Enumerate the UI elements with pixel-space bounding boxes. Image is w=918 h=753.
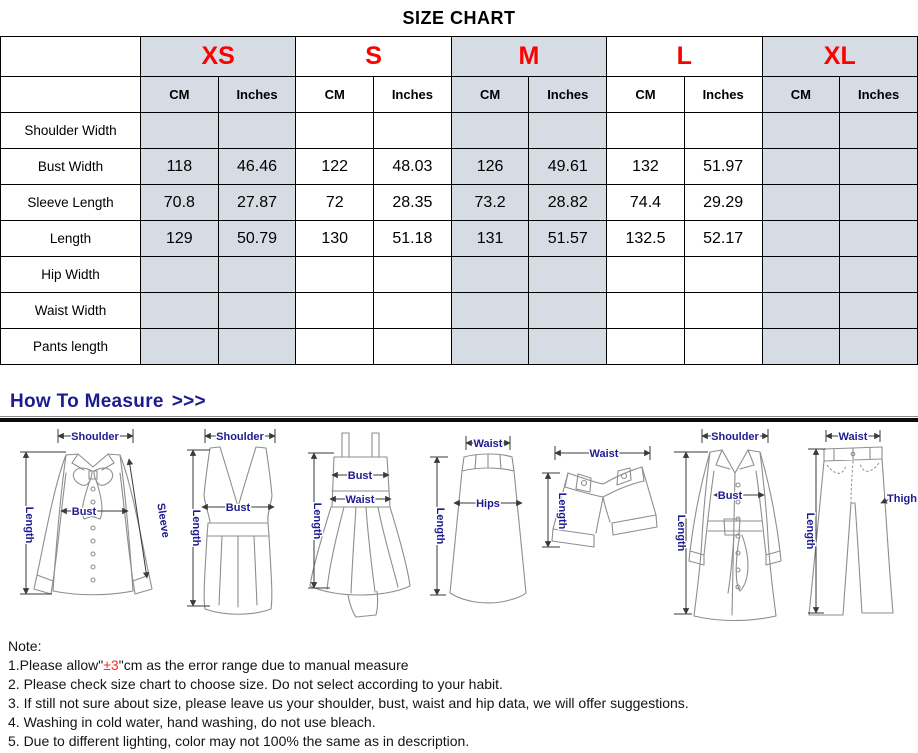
table-cell: 129: [141, 221, 219, 257]
table-row-bust-width: [1, 149, 918, 185]
table-cell: 51.57: [529, 221, 607, 257]
table-cell: [296, 293, 374, 329]
table-cell: [762, 113, 840, 149]
corner-cell: [1, 77, 141, 113]
table-cell: 74.4: [607, 185, 685, 221]
table-cell: [374, 113, 452, 149]
measure-label-length: Length: [434, 507, 446, 545]
measure-label-length: Length: [556, 492, 568, 530]
table-cell: [840, 293, 918, 329]
note-1-tolerance: ±3: [103, 657, 119, 673]
table-cell: [374, 329, 452, 365]
table-cell: [762, 257, 840, 293]
table-cell: [529, 113, 607, 149]
table-cell: 29.29: [684, 185, 762, 221]
measure-label-length: Length: [675, 514, 687, 552]
unit-header: Inches: [840, 77, 918, 113]
note-1-suffix: "cm as the error range due to manual measure: [118, 657, 409, 673]
table-cell: [141, 113, 219, 149]
table-cell: [218, 113, 296, 149]
table-cell: 28.35: [374, 185, 452, 221]
size-header-xl: XL: [762, 37, 918, 77]
measure-label-shoulder: Shoulder: [216, 431, 264, 443]
measure-label-waist: Waist: [838, 431, 868, 443]
table-cell: [840, 329, 918, 365]
measure-label-length: Length: [190, 509, 202, 547]
table-cell: 51.18: [374, 221, 452, 257]
divider-thick: [0, 418, 918, 422]
measure-label-shoulder: Shoulder: [71, 431, 119, 443]
table-cell: [529, 293, 607, 329]
how-to-measure-heading: [10, 391, 918, 413]
table-cell: [762, 185, 840, 221]
size-header-row: [1, 37, 918, 77]
note-line-2: 2. Please check size chart to choose size. Do not select according to your habit.: [8, 676, 503, 692]
table-cell: 132: [607, 149, 685, 185]
table-cell: [607, 329, 685, 365]
how-to-measure-figures: [0, 423, 918, 629]
measure-label-length: Length: [804, 512, 816, 550]
table-row-waist-width: [1, 293, 918, 329]
size-header-m: M: [451, 37, 606, 77]
measure-label-shoulder: Shoulder: [711, 431, 759, 443]
tank-top-illustration: [180, 423, 298, 628]
table-cell: [762, 221, 840, 257]
skirt-illustration: [426, 423, 536, 628]
size-header-l: L: [607, 37, 762, 77]
table-cell: [296, 113, 374, 149]
table-cell: [141, 329, 219, 365]
pants-illustration: [794, 423, 918, 628]
table-cell: 27.87: [218, 185, 296, 221]
measure-label-thigh: Thigh: [887, 493, 917, 505]
table-cell: 49.61: [529, 149, 607, 185]
size-chart-table: [0, 36, 918, 365]
table-cell: [684, 329, 762, 365]
table-cell: [296, 329, 374, 365]
table-cell: [296, 257, 374, 293]
measure-label-length: Length: [311, 502, 323, 540]
unit-header: CM: [296, 77, 374, 113]
page-title: SIZE CHART: [402, 8, 516, 28]
shorts-illustration: [540, 423, 665, 628]
unit-header-row: [1, 77, 918, 113]
measure-label-bust: Bust: [717, 490, 743, 502]
row-label: Shoulder Width: [1, 113, 141, 149]
note-line-1: [8, 656, 918, 675]
table-cell: [451, 257, 529, 293]
table-cell: 48.03: [374, 149, 452, 185]
table-cell: [684, 257, 762, 293]
size-header-s: S: [296, 37, 451, 77]
unit-header: CM: [451, 77, 529, 113]
table-cell: 126: [451, 149, 529, 185]
table-cell: 72: [296, 185, 374, 221]
how-to-measure-label: How To Measure: [10, 391, 164, 412]
table-cell: [374, 257, 452, 293]
table-cell: [840, 185, 918, 221]
table-cell: [607, 293, 685, 329]
table-cell: [840, 113, 918, 149]
table-cell: [141, 257, 219, 293]
table-cell: [218, 257, 296, 293]
table-cell: 118: [141, 149, 219, 185]
row-label: Hip Width: [1, 257, 141, 293]
table-cell: [762, 329, 840, 365]
measure-label-bust: Bust: [71, 506, 97, 518]
table-cell: [451, 293, 529, 329]
table-cell: 130: [296, 221, 374, 257]
table-cell: [218, 329, 296, 365]
table-cell: 52.17: [684, 221, 762, 257]
table-row-shoulder-width: [1, 113, 918, 149]
table-row-hip-width: [1, 257, 918, 293]
notes-section: [8, 637, 918, 751]
coat-illustration: [664, 423, 794, 628]
row-label: Bust Width: [1, 149, 141, 185]
table-cell: [762, 149, 840, 185]
table-cell: [684, 113, 762, 149]
unit-header: Inches: [529, 77, 607, 113]
table-cell: 131: [451, 221, 529, 257]
size-header-xs: XS: [141, 37, 296, 77]
measure-label-waist: Waist: [473, 438, 503, 450]
measure-label-bust: Bust: [347, 470, 373, 482]
table-cell: [141, 293, 219, 329]
table-cell: [840, 149, 918, 185]
table-cell: [529, 257, 607, 293]
table-cell: [840, 221, 918, 257]
table-cell: [684, 293, 762, 329]
table-cell: [451, 113, 529, 149]
measure-label-waist: Waist: [345, 494, 375, 506]
unit-header: CM: [762, 77, 840, 113]
note-line-5: 5. Due to different lighting, color may not 100% the same as in description.: [8, 733, 470, 749]
table-row-length: [1, 221, 918, 257]
row-label: Sleeve Length: [1, 185, 141, 221]
corner-cell: [1, 37, 141, 77]
table-cell: [607, 257, 685, 293]
dress-illustration: [300, 423, 420, 628]
table-cell: [218, 293, 296, 329]
unit-header: CM: [141, 77, 219, 113]
table-cell: 28.82: [529, 185, 607, 221]
table-row-pants-length: [1, 329, 918, 365]
measure-label-length: Length: [23, 506, 35, 544]
table-cell: [374, 293, 452, 329]
chevrons-icon: >>>: [171, 391, 206, 412]
measure-label-bust: Bust: [225, 502, 251, 514]
table-cell: [840, 257, 918, 293]
table-cell: 132.5: [607, 221, 685, 257]
table-cell: [451, 329, 529, 365]
notes-heading: Note:: [8, 638, 42, 654]
unit-header: Inches: [374, 77, 452, 113]
table-cell: 46.46: [218, 149, 296, 185]
row-label: Waist Width: [1, 293, 141, 329]
unit-header: Inches: [218, 77, 296, 113]
row-label: Pants length: [1, 329, 141, 365]
note-line-4: 4. Washing in cold water, hand washing, do not use bleach.: [8, 714, 376, 730]
table-cell: [607, 113, 685, 149]
table-cell: 73.2: [451, 185, 529, 221]
table-cell: 50.79: [218, 221, 296, 257]
unit-header: Inches: [684, 77, 762, 113]
measure-label-waist: Waist: [589, 448, 619, 460]
table-cell: [762, 293, 840, 329]
unit-header: CM: [607, 77, 685, 113]
table-cell: [529, 329, 607, 365]
table-cell: 70.8: [141, 185, 219, 221]
table-cell: 122: [296, 149, 374, 185]
note-1-prefix: 1.Please allow": [8, 657, 104, 673]
row-label: Length: [1, 221, 141, 257]
measure-label-sleeve: Sleeve: [154, 502, 172, 539]
note-line-3: 3. If still not sure about size, please leave us your shoulder, bust, waist and hip data, we will offer suggestions.: [8, 695, 689, 711]
measure-label-hips: Hips: [476, 498, 500, 510]
table-row-sleeve-length: [1, 185, 918, 221]
divider-thin: [0, 416, 918, 417]
table-cell: 51.97: [684, 149, 762, 185]
blouse-illustration: [8, 423, 178, 628]
